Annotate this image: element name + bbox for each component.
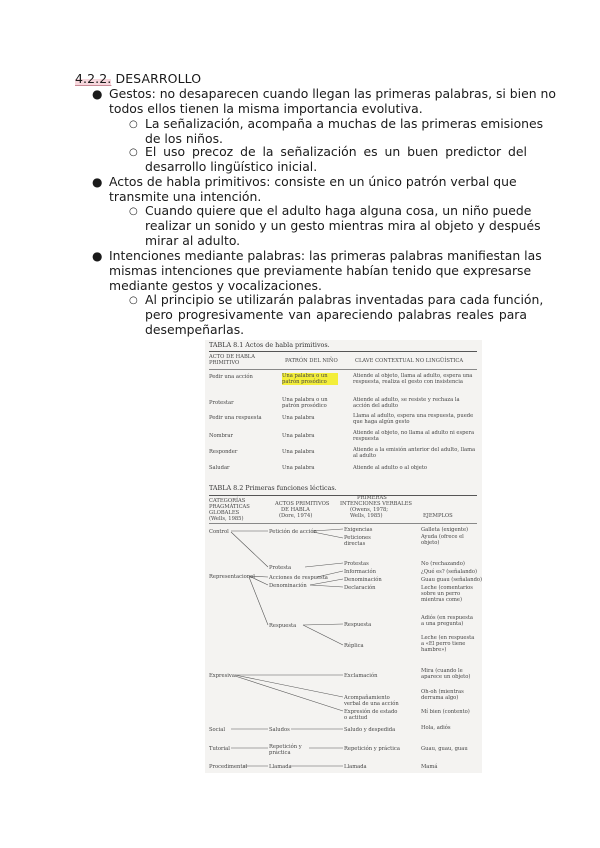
table-header: PATRÓN DEL NIÑO <box>285 358 338 364</box>
section-number: 4.2.2. <box>75 71 112 86</box>
example-label: Guau, guau, guau <box>421 746 468 752</box>
example-label: Hola, adiós <box>421 725 451 731</box>
text-line: Intenciones mediante palabras: las primeras palabras manifiestan las <box>109 248 542 263</box>
table-header: Wells, 1985) <box>350 513 383 519</box>
table-cell: Llama al adulto, espera una respuesta, puede que haga algún gesto <box>353 413 474 425</box>
intention-label: Exclamación <box>344 673 378 679</box>
table-cell: Protestar <box>209 400 234 406</box>
act-label: Llamada <box>269 764 292 770</box>
table-header: EJEMPLOS <box>423 513 453 519</box>
text-line: La señalización, acompaña a muchas de las primeras emisiones <box>145 116 544 131</box>
category-label: Representacional <box>209 574 255 580</box>
category-label: Social <box>209 727 225 733</box>
text-line: mediante gestos y vocalizaciones. <box>109 278 322 293</box>
intention-label: Saludo y despedida <box>344 727 396 733</box>
text-line: de los niños. <box>145 131 223 146</box>
table-header: (Wells, 1985) <box>209 516 244 522</box>
act-label: Denominación <box>269 583 307 589</box>
table-cell: Atiende a la emisión anterior del adulto, llama al adulto <box>353 447 476 459</box>
table-8-1-image <box>205 340 482 478</box>
text-line: El uso precoz de la señalización es un buen predictor del <box>145 144 527 159</box>
act-label: Repetición y práctica <box>269 744 302 756</box>
table-rule <box>209 369 477 370</box>
bullet-dot: ● <box>92 249 103 263</box>
table-cell: Saludar <box>209 465 230 471</box>
example-label: Leche (comentarios sobre un perro mientras come) <box>421 585 473 603</box>
act-label: Acciones de respuesta <box>269 575 328 581</box>
text-line: transmite una intención. <box>109 189 262 204</box>
example-label: Guau guau (señalando) <box>421 577 483 583</box>
intention-label: Réplica <box>344 643 364 649</box>
bullet-dot: ● <box>92 87 103 101</box>
text-line: Gestos: no desaparecen cuando llegan las primeras palabras, si bien no <box>109 86 556 101</box>
table-cell: Una palabra <box>282 415 315 421</box>
intention-label: Peticiones directas <box>344 535 371 547</box>
table-cell: Una palabra <box>282 433 315 439</box>
table-cell: Una palabra <box>282 449 315 455</box>
act-label: Petición de acción <box>269 529 317 535</box>
section-heading <box>75 71 201 86</box>
table-caption: TABLA 8.1 Actos de habla primitivos. <box>209 341 330 349</box>
table-cell: Pedir una acción <box>209 374 253 380</box>
sub-bullet-circle: ○ <box>129 147 138 158</box>
table-header: ACTOS PRIMITIVOS <box>275 501 330 507</box>
text-line: Actos de habla primitivos: consiste en un único patrón verbal que <box>109 174 517 189</box>
example-label: Leche (en respuesta a «El perro tiene hambre») <box>421 635 475 653</box>
text-line: mismas intenciones que previamente habían tenido que expresarse <box>109 263 532 278</box>
text-line: desarrollo lingüístico inicial. <box>145 159 318 174</box>
intention-label: Llamada <box>344 764 367 770</box>
table-header: ACTO DE HABLA PRIMITIVO <box>209 354 255 366</box>
intention-label: Declaración <box>344 585 376 591</box>
example-label: Mamá <box>421 764 438 770</box>
intention-label: Exigencias <box>344 527 373 533</box>
category-label: Tutorial <box>209 746 230 752</box>
example-label: Ayuda (ofrece el objeto) <box>421 534 464 546</box>
table-header: PRIMERAS <box>357 495 387 501</box>
table-cell: Atiende al adulto o al objeto <box>353 465 428 471</box>
text-line: realizar un sonido y un gesto mientras mira al objeto y después <box>145 218 541 233</box>
table-header: (Owens, 1978; <box>350 507 389 513</box>
table-header: PRAGMÁTICAS <box>209 504 250 510</box>
text-line: Al principio se utilizarán palabras inventadas para cada función, <box>145 292 544 307</box>
table-caption: TABLA 8.2 Primeras funciones lécticas. <box>209 484 337 492</box>
flow-arrows <box>205 483 482 773</box>
intention-label: Protestas <box>344 561 369 567</box>
bullet-dot: ● <box>92 175 103 189</box>
table-cell: Responder <box>209 449 238 455</box>
intention-label: Información <box>344 569 376 575</box>
intention-label: Denominación <box>344 577 382 583</box>
intention-label: Repetición y práctica <box>344 746 400 752</box>
act-label: Saludos <box>269 727 290 733</box>
intention-label: Expresión de estado o actitud <box>344 709 398 721</box>
table-cell: Una palabra <box>282 465 315 471</box>
table-header: GLOBALES <box>209 510 240 516</box>
table-cell: Atiende al objeto, no llama al adulto ni espera respuesta <box>353 430 475 442</box>
table-cell: Atiende al objeto, llama al adulto, espera una respuesta, realiza el gesto con insistencia <box>353 373 473 385</box>
act-label: Protesta <box>269 565 292 571</box>
text-line: todos ellos tienen la misma importancia evolutiva. <box>109 101 423 116</box>
table-cell: Una palabra o un patrón prosódico <box>282 397 328 409</box>
sub-bullet-circle: ○ <box>129 206 138 217</box>
text-line: mirar al adulto. <box>145 233 241 248</box>
text-line: pero progresivamente van apareciendo palabras reales para <box>145 307 527 322</box>
example-label: Galleta (exigente) <box>421 527 469 533</box>
category-label: Expresiva <box>209 673 235 679</box>
table-cell: Nombrar <box>209 433 233 439</box>
table-cell: Pedir una respuesta <box>209 415 262 421</box>
section-title: DESARROLLO <box>111 71 202 86</box>
table-8-2-image <box>205 483 482 773</box>
sub-bullet-circle: ○ <box>129 295 138 306</box>
table-header: INTENCIONES VERBALES <box>340 501 412 507</box>
act-label: Respuesta <box>269 623 297 629</box>
table-header: (Dore, 1974) <box>279 513 313 519</box>
example-label: Oh-oh (mientras derrama algo) <box>421 689 464 701</box>
table-header: DE HABLA <box>281 507 310 513</box>
category-label: Procedimental <box>209 764 248 770</box>
table-header: CATEGORÍAS <box>209 498 246 504</box>
text-line: Cuando quiere que el adulto haga alguna cosa, un niño puede <box>145 203 532 218</box>
intention-label: Acompañamiento verbal de una acción <box>344 695 399 707</box>
table-rule <box>209 351 477 352</box>
table-cell: Atiende al adulto, se resiste y rechaza la acción del adulto <box>353 397 460 409</box>
example-label: Adiós (en respuesta a una pregunta) <box>421 615 474 627</box>
sub-bullet-circle: ○ <box>129 119 138 130</box>
example-label: No (rechazando) <box>421 561 465 567</box>
table-header: CLAVE CONTEXTUAL NO LINGÜÍSTICA <box>355 358 464 364</box>
example-label: Mira (cuando le aparece un objeto) <box>421 668 471 680</box>
intention-label: Respuesta <box>344 622 372 628</box>
category-label: Control <box>209 529 229 535</box>
example-label: Mí bien (contento) <box>421 709 470 715</box>
table-cell: Una palabra o un patrón prosódico <box>282 373 338 385</box>
text-line: desempeñarlas. <box>145 322 245 337</box>
example-label: ¿Qué es? (señalando) <box>421 569 478 575</box>
